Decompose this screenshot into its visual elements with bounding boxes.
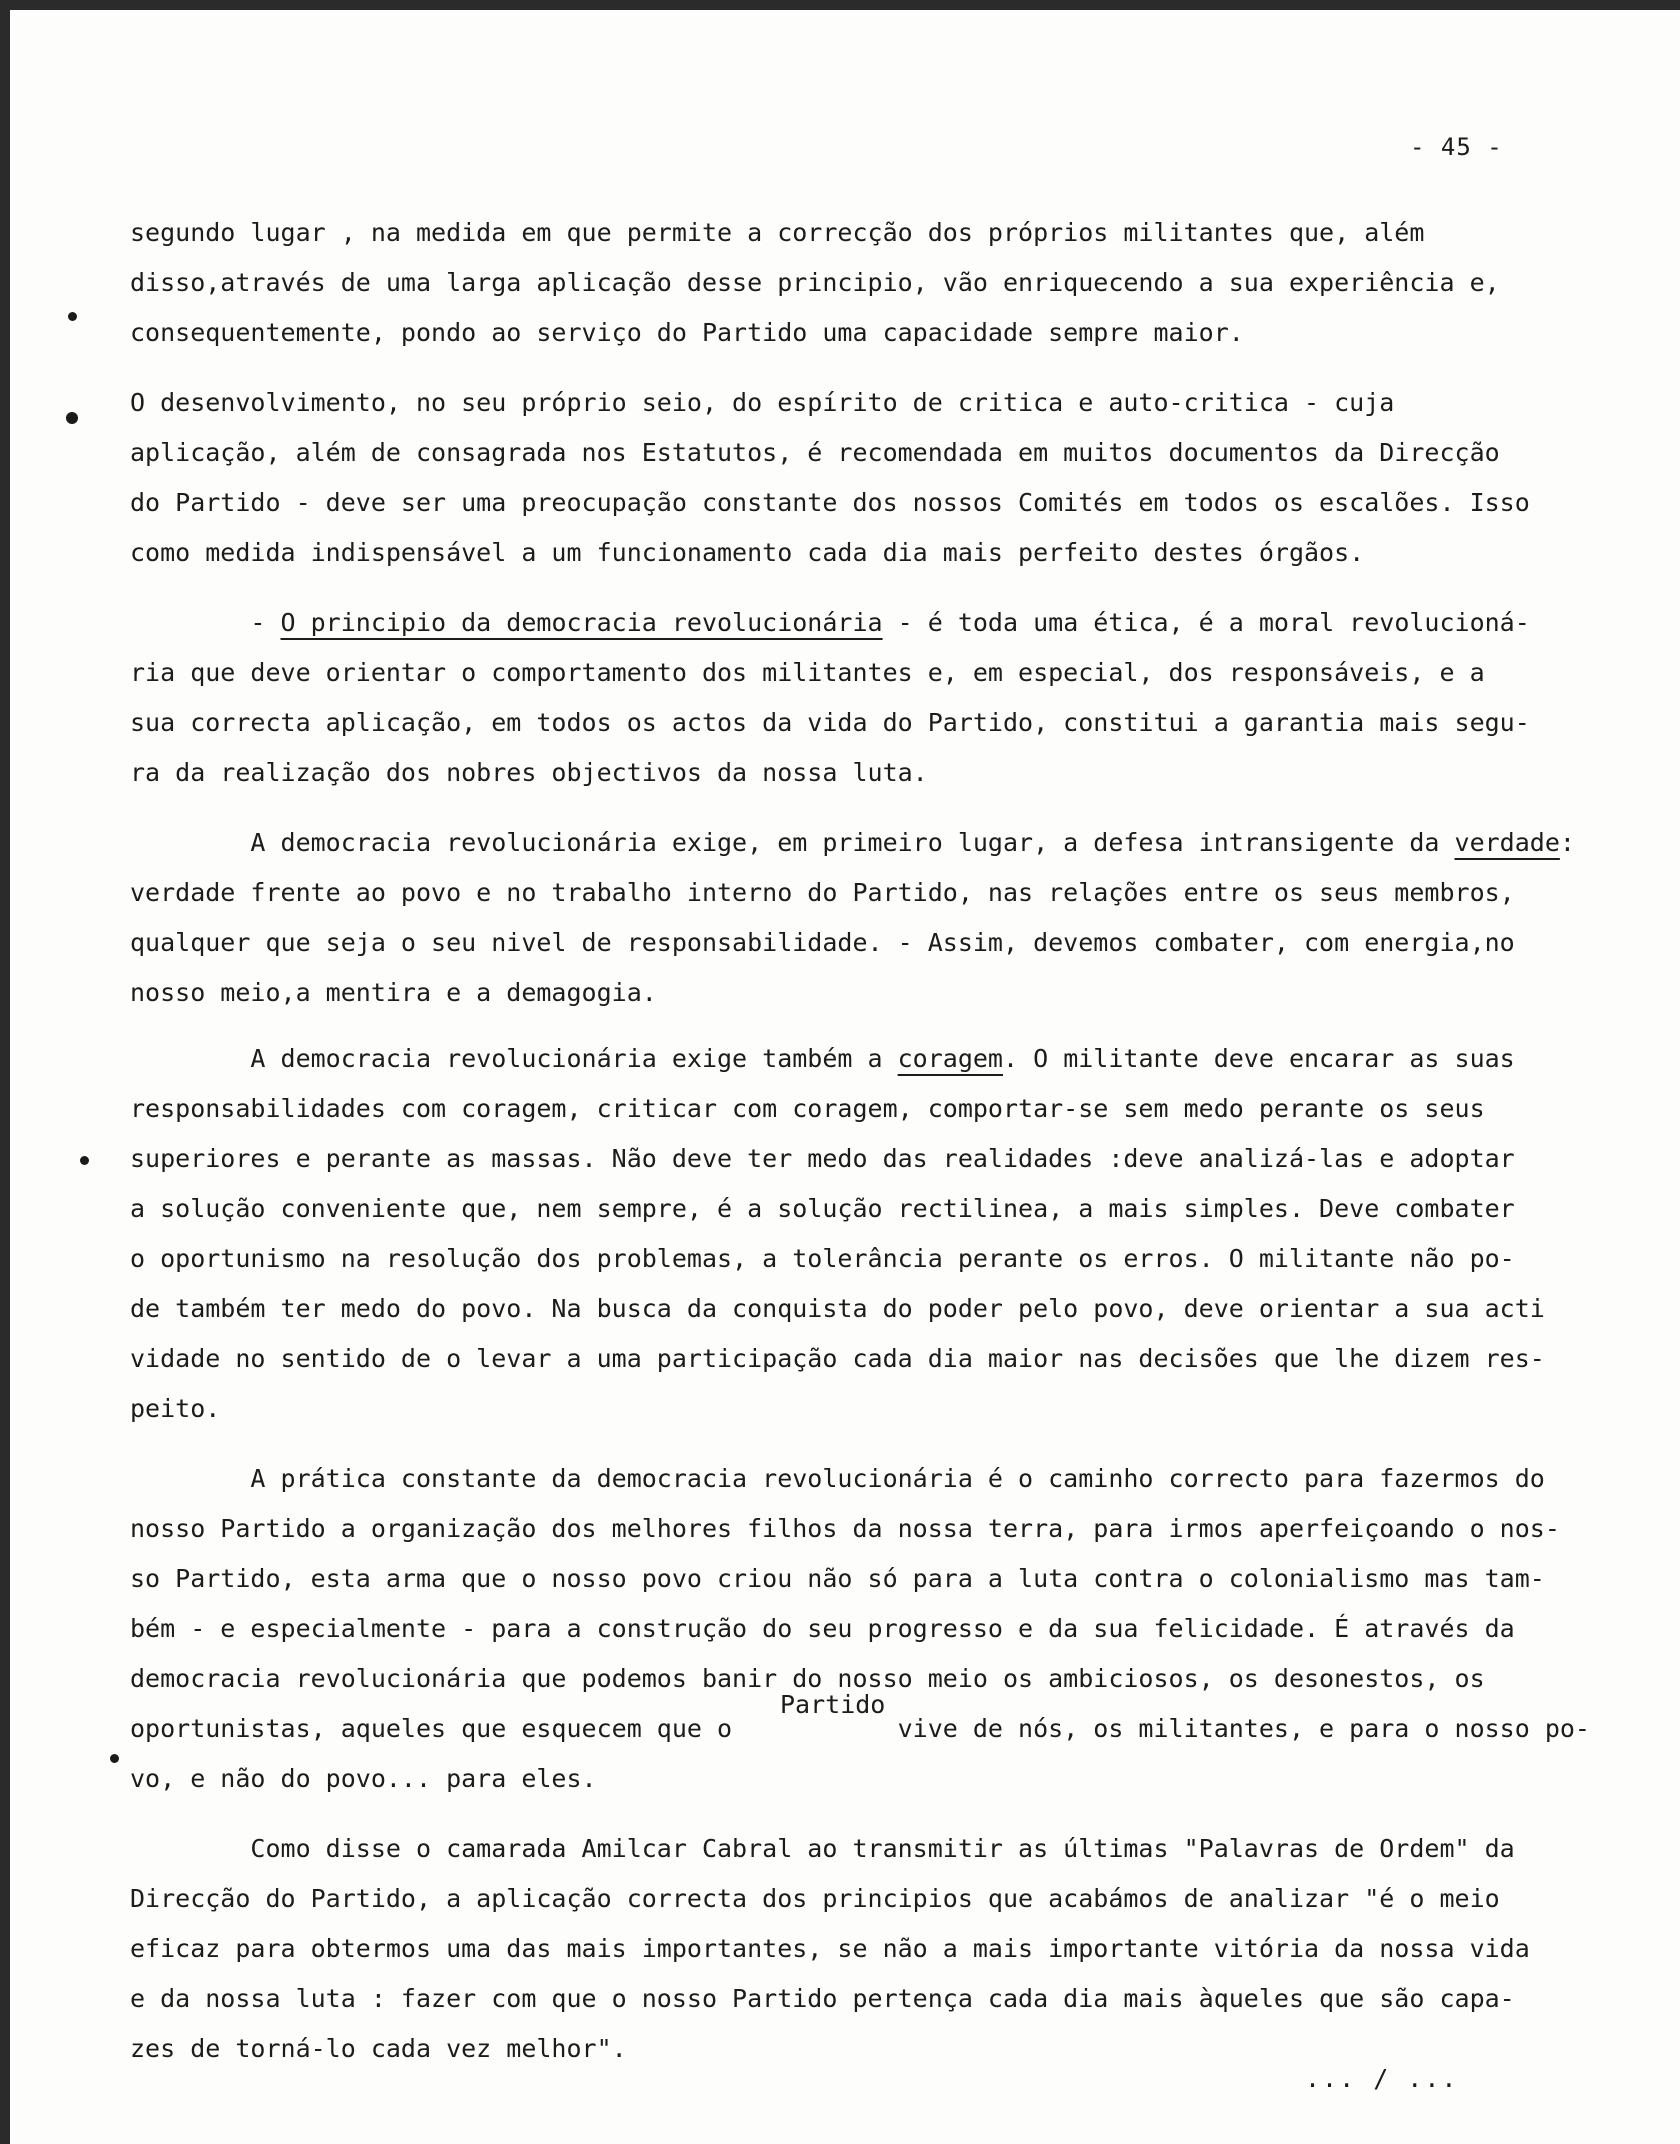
text-line: o oportunismo na resolução dos problemas, a tolerância perante os erros. O militante não po- (130, 1244, 1515, 1273)
keyword-coragem: coragem (897, 1044, 1003, 1073)
text-line: A prática constante da democracia revolucionária é o caminho correcto para fazermos do (130, 1464, 1545, 1493)
text-line: ria que deve orientar o comportamento dos militantes e, em especial, dos responsáveis, e a (130, 658, 1485, 687)
text-line: verdade frente ao povo e no trabalho interno do Partido, nas relações entre os seus membros, (130, 878, 1515, 907)
line-rest: : (1559, 828, 1575, 857)
margin-mark (110, 1754, 119, 1763)
keyword-verdade: verdade (1454, 828, 1560, 857)
text-line: peito. (130, 1394, 221, 1423)
text-line: oportunistas, aqueles que esquecem que o vive de nós, os militantes, e para o nosso po- (130, 1714, 1590, 1743)
text-line: democracia revolucionária que podemos banir do nosso meio os ambiciosos, os desonestos, os (130, 1664, 1485, 1693)
text-line: nosso Partido a organização dos melhores filhos da nossa terra, para irmos aperfeiçoando o nos- (130, 1514, 1560, 1543)
paragraph (130, 1824, 1590, 2074)
text-line: O desenvolvimento, no seu próprio seio, do espírito de critica e auto-critica - cuja (130, 388, 1395, 417)
paragraph (130, 1034, 1590, 1434)
text-line: responsabilidades com coragem, criticar com coragem, comportar-se sem medo perante os seus (130, 1094, 1485, 1123)
text-line: consequentemente, pondo ao serviço do Partido uma capacidade sempre maior. (130, 318, 1244, 347)
margin-mark (68, 312, 77, 321)
paragraph (130, 598, 1590, 798)
text-line: aplicação, além de consagrada nos Estatutos, é recomendada em muitos documentos da Direcção (130, 438, 1500, 467)
text-line: de também ter medo do povo. Na busca da conquista do poder pelo povo, deve orientar a sua acti (130, 1294, 1545, 1323)
text-line: do Partido - deve ser uma preocupação constante dos nossos Comités em todos os escalões. Isso (130, 488, 1530, 517)
text-line (130, 1034, 1590, 1084)
text-line: e da nossa luta : fazer com que o nosso Partido pertença cada dia mais àqueles que são capa- (130, 1984, 1515, 2013)
text-line: a solução conveniente que, nem sempre, é a solução rectilinea, a mais simples. Deve combater (130, 1194, 1515, 1223)
text-line: Direcção do Partido, a aplicação correcta dos principios que acabámos de analizar "é o meio (130, 1884, 1500, 1913)
line-lead: - (130, 608, 281, 637)
page-left-edge (0, 0, 10, 2144)
margin-mark (66, 412, 78, 424)
handwritten-insertion: Partido (780, 1690, 886, 1719)
paragraph (130, 1454, 1590, 1804)
line-lead: A democracia revolucionária exige também a (130, 1044, 898, 1073)
text-line (130, 598, 1590, 648)
text-line: zes de torná-lo cada vez melhor". (130, 2034, 627, 2063)
text-line: disso,através de uma larga aplicação desse principio, vão enriquecendo a sua experiência e, (130, 268, 1500, 297)
text-line: como medida indispensável a um funcionamento cada dia mais perfeito destes órgãos. (130, 538, 1365, 567)
page-top-edge (0, 0, 1680, 10)
text-line: so Partido, esta arma que o nosso povo criou não só para a luta contra o colonialismo mas tam- (130, 1564, 1545, 1593)
paragraph (130, 208, 1590, 358)
text-line: nosso meio,a mentira e a demagogia. (130, 978, 657, 1007)
text-line: sua correcta aplicação, em todos os actos da vida do Partido, constitui a garantia mais segu- (130, 708, 1530, 737)
text-line: vo, e não do povo... para eles. (130, 1764, 597, 1793)
text-line: qualquer que seja o seu nivel de responsabilidade. - Assim, devemos combater, com energia,no (130, 928, 1515, 957)
margin-mark (80, 1156, 89, 1165)
page-number: - 45 - (1410, 133, 1503, 161)
text-line: bém - e especialmente - para a construção do seu progresso e da sua felicidade. É através da (130, 1614, 1515, 1643)
text-line: vidade no sentido de o levar a uma participação cada dia maior nas decisões que lhe dizem res- (130, 1344, 1545, 1373)
text-line: superiores e perante as massas. Não deve ter medo das realidades :deve analizá-las e adoptar (130, 1144, 1515, 1173)
text-line: Como disse o camarada Amilcar Cabral ao transmitir as últimas "Palavras de Ordem" da (130, 1834, 1515, 1863)
text-line: eficaz para obtermos uma das mais importantes, se não a mais importante vitória da nossa vida (130, 1934, 1530, 1963)
line-rest: . O militante deve encarar as suas (1002, 1044, 1515, 1073)
continuation-marker: ... / ... (1305, 2064, 1459, 2093)
text-line: ra da realização dos nobres objectivos da nossa luta. (130, 758, 928, 787)
line-lead: A democracia revolucionária exige, em primeiro lugar, a defesa intransigente da (130, 828, 1455, 857)
paragraph (130, 818, 1590, 1018)
line-rest: - é toda uma ética, é a moral revolucioná- (882, 608, 1530, 637)
paragraph (130, 378, 1590, 578)
section-heading: O principio da democracia revolucionária (280, 608, 883, 637)
text-line: segundo lugar , na medida em que permite a correcção dos próprios militantes que, além (130, 218, 1425, 247)
text-line (130, 818, 1590, 868)
